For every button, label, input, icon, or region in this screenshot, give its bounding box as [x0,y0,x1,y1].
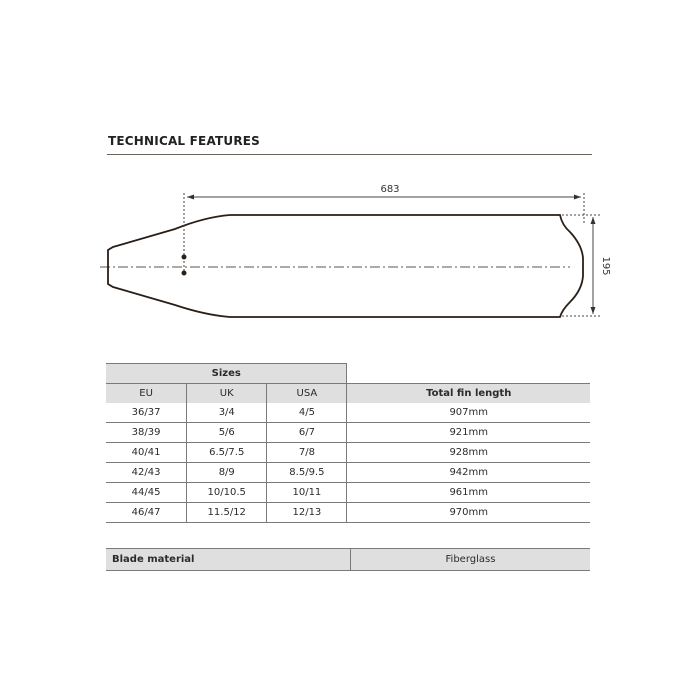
column-header-total-length: Total fin length [347,384,590,404]
cell-usa: 8.5/9.5 [267,463,347,483]
cell-uk: 5/6 [187,423,267,443]
cell-eu: 42/43 [106,463,187,483]
cell-length: 961mm [347,483,590,503]
cell-usa: 4/5 [267,403,347,423]
cell-usa: 6/7 [267,423,347,443]
table-row [106,423,590,443]
cell-usa: 7/8 [267,443,347,463]
cell-eu: 36/37 [106,403,187,423]
table-row [106,463,590,483]
mount-point-icon [182,255,187,260]
arrow-down-icon [591,307,596,314]
arrow-left-icon [187,195,194,200]
width-label: 195 [600,256,611,276]
sizes-group-header: Sizes [106,364,347,384]
table-row [106,443,590,463]
column-header-eu: EU [106,384,187,404]
blade-outline [108,215,583,317]
cell-usa: 10/11 [267,483,347,503]
column-header-usa: USA [267,384,347,404]
cell-length: 942mm [347,463,590,483]
material-value: Fiberglass [351,549,591,571]
table-row [106,503,590,523]
cell-uk: 11.5/12 [187,503,267,523]
cell-length: 921mm [347,423,590,443]
cell-eu: 44/45 [106,483,187,503]
cell-eu: 38/39 [106,423,187,443]
arrow-right-icon [574,195,581,200]
column-header-uk: UK [187,384,267,404]
sizes-table [106,363,590,523]
cell-uk: 10/10.5 [187,483,267,503]
cell-uk: 6.5/7.5 [187,443,267,463]
length-label: 683 [380,184,400,195]
cell-eu: 46/47 [106,503,187,523]
empty-header-cell [347,364,590,384]
arrow-up-icon [591,217,596,224]
cell-uk: 3/4 [187,403,267,423]
material-table [106,548,590,571]
cell-length: 907mm [347,403,590,423]
material-label: Blade material [106,549,351,571]
table-row [106,483,590,503]
cell-usa: 12/13 [267,503,347,523]
cell-length: 928mm [347,443,590,463]
mount-point-icon [182,271,187,276]
section-title: TECHNICAL FEATURES [108,134,261,148]
cell-eu: 40/41 [106,443,187,463]
table-row [106,403,590,423]
cell-length: 970mm [347,503,590,523]
cell-uk: 8/9 [187,463,267,483]
